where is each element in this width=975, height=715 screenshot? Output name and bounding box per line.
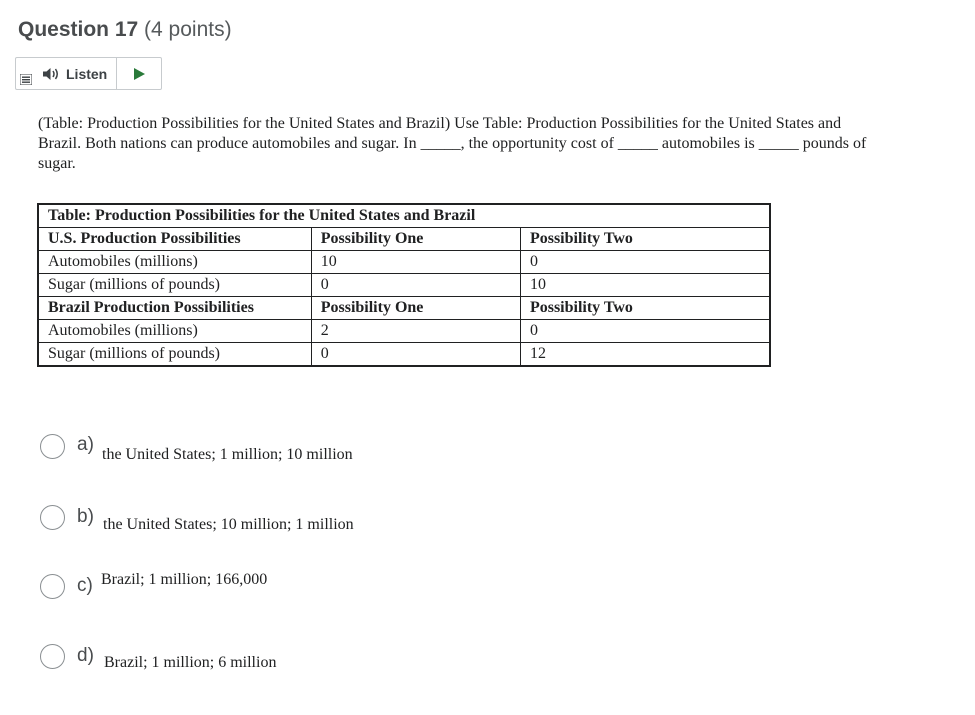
table-cell: Brazil Production Possibilities <box>38 297 311 320</box>
listen-toolbar <box>15 57 162 90</box>
table-cell: Possibility Two <box>520 228 770 251</box>
table-cell: Possibility One <box>311 297 520 320</box>
question-title <box>18 18 232 42</box>
option-a[interactable] <box>40 434 640 468</box>
radio-button-a[interactable] <box>40 434 65 459</box>
listen-button[interactable] <box>36 58 117 89</box>
table-cell: 10 <box>520 274 770 297</box>
option-letter: b) <box>77 506 94 527</box>
option-c[interactable] <box>40 572 640 606</box>
table-cell: Automobiles (millions) <box>38 251 311 274</box>
table-cell: Sugar (millions of pounds) <box>38 274 311 297</box>
play-icon <box>132 67 146 81</box>
table-row <box>38 320 770 343</box>
option-text: Brazil; 1 million; 6 million <box>104 654 277 671</box>
table-cell: Possibility One <box>311 228 520 251</box>
table-caption: Table: Production Possibilities for the United States and Brazil <box>38 204 770 228</box>
table-row <box>38 228 770 251</box>
table-cell: 0 <box>311 274 520 297</box>
table-row <box>38 343 770 367</box>
option-letter: c) <box>77 575 93 596</box>
table-cell: Possibility Two <box>520 297 770 320</box>
production-possibilities-table <box>37 203 771 367</box>
option-text: the United States; 10 million; 1 million <box>103 516 354 533</box>
table-cell: 12 <box>520 343 770 367</box>
radio-button-d[interactable] <box>40 644 65 669</box>
option-text: Brazil; 1 million; 166,000 <box>101 571 268 588</box>
table-row <box>38 297 770 320</box>
question-prompt: (Table: Production Possibilities for the United States and Brazil) Use Table: Production Possibilities for the United States and Brazil. Both nations can produce automobiles and sugar. In _____, the opportunity cost of _____ automobiles is _____ pounds of sugar. <box>38 115 867 172</box>
table-cell: Automobiles (millions) <box>38 320 311 343</box>
option-b[interactable] <box>40 505 640 539</box>
table-cell: 0 <box>520 251 770 274</box>
table-cell: Sugar (millions of pounds) <box>38 343 311 367</box>
table-row <box>38 274 770 297</box>
table-cell: 2 <box>311 320 520 343</box>
question-label: Question 17 <box>18 18 139 41</box>
radio-button-c[interactable] <box>40 574 65 599</box>
table-caption-row <box>38 204 770 228</box>
play-button[interactable] <box>117 58 161 89</box>
table-cell: 10 <box>311 251 520 274</box>
listen-label: Listen <box>66 65 108 82</box>
menu-icon[interactable] <box>16 58 36 89</box>
option-letter: a) <box>77 434 94 455</box>
question-points: (4 points) <box>144 18 232 41</box>
table-cell: 0 <box>311 343 520 367</box>
table-row <box>38 251 770 274</box>
table-cell: 0 <box>520 320 770 343</box>
option-text: the United States; 1 million; 10 million <box>102 446 353 463</box>
speaker-icon <box>42 67 60 81</box>
option-d[interactable] <box>40 643 640 677</box>
option-letter: d) <box>77 645 94 666</box>
radio-button-b[interactable] <box>40 505 65 530</box>
table-cell: U.S. Production Possibilities <box>38 228 311 251</box>
